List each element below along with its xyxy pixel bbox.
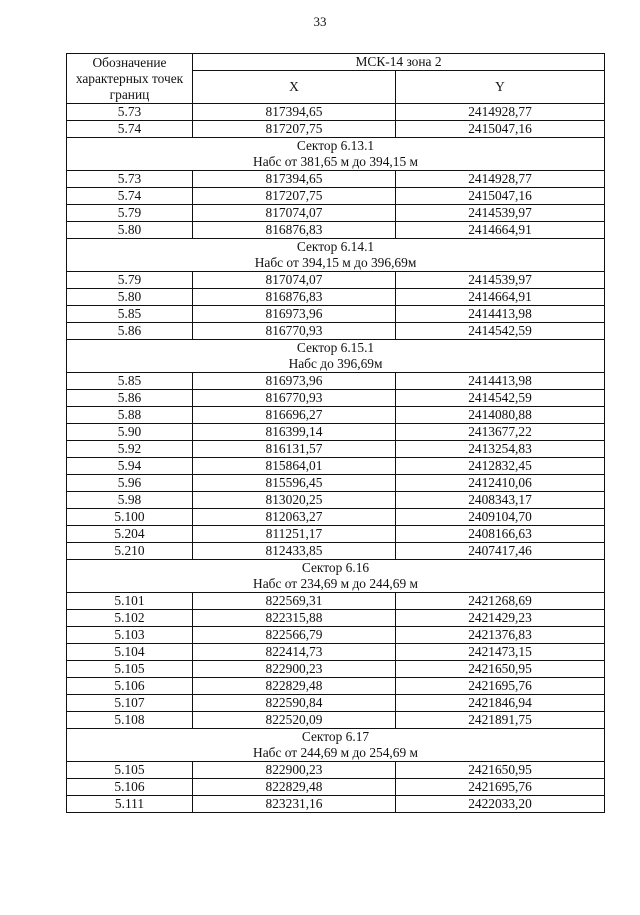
table-row (67, 306, 605, 323)
sector-heading-row (67, 239, 605, 272)
table-row (67, 661, 605, 678)
table-row (67, 121, 605, 138)
sector-heading (67, 239, 605, 272)
sector-title: Сектор 6.14.1 (296, 239, 375, 254)
table-row (67, 441, 605, 458)
y-coordinate-cell: 2414542,59 (396, 323, 605, 340)
table-row (67, 509, 605, 526)
table-row (67, 678, 605, 695)
x-coordinate-cell: 822829,48 (193, 779, 396, 796)
table-row (67, 272, 605, 289)
point-code-cell: 5.105 (67, 762, 193, 779)
sector-heading-row (67, 138, 605, 171)
y-coordinate-cell: 2414928,77 (396, 104, 605, 121)
y-coordinate-cell: 2421473,15 (396, 644, 605, 661)
point-code-cell: 5.106 (67, 678, 193, 695)
point-code-cell: 5.90 (67, 424, 193, 441)
table-row (67, 171, 605, 188)
table-row (67, 543, 605, 560)
table-row (67, 373, 605, 390)
point-code-cell: 5.73 (67, 171, 193, 188)
y-coordinate-cell: 2414539,97 (396, 272, 605, 289)
table-row (67, 188, 605, 205)
y-coordinate-cell: 2415047,16 (396, 188, 605, 205)
x-coordinate-cell: 822900,23 (193, 661, 396, 678)
x-coordinate-cell: 822315,88 (193, 610, 396, 627)
x-coordinate-cell: 822566,79 (193, 627, 396, 644)
sector-height-range: Набс до 396,69м (288, 356, 383, 371)
y-coordinate-cell: 2414413,98 (396, 306, 605, 323)
y-coordinate-cell: 2414664,91 (396, 289, 605, 306)
x-coordinate-cell: 816696,27 (193, 407, 396, 424)
point-code-cell: 5.86 (67, 390, 193, 407)
table-row (67, 475, 605, 492)
sector-heading (67, 729, 605, 762)
point-code-cell: 5.92 (67, 441, 193, 458)
y-coordinate-cell: 2412410,06 (396, 475, 605, 492)
y-coordinate-cell: 2414080,88 (396, 407, 605, 424)
y-coordinate-cell: 2412832,45 (396, 458, 605, 475)
point-code-cell: 5.210 (67, 543, 193, 560)
x-coordinate-cell: 817394,65 (193, 104, 396, 121)
point-code-cell: 5.74 (67, 188, 193, 205)
y-coordinate-cell: 2421695,76 (396, 779, 605, 796)
y-coordinate-cell: 2421650,95 (396, 762, 605, 779)
table-row (67, 610, 605, 627)
table-row (67, 323, 605, 340)
x-coordinate-cell: 816973,96 (193, 373, 396, 390)
x-coordinate-cell: 816876,83 (193, 222, 396, 239)
x-coordinate-cell: 816876,83 (193, 289, 396, 306)
sector-heading (67, 340, 605, 373)
y-coordinate-cell: 2421695,76 (396, 678, 605, 695)
x-coordinate-cell: 816770,93 (193, 390, 396, 407)
table-row (67, 762, 605, 779)
table-row (67, 390, 605, 407)
point-code-header (67, 54, 193, 104)
point-code-cell: 5.96 (67, 475, 193, 492)
point-code-cell: 5.86 (67, 323, 193, 340)
x-coordinate-cell: 816770,93 (193, 323, 396, 340)
table-row (67, 222, 605, 239)
y-coordinate-cell: 2413254,83 (396, 441, 605, 458)
point-code-cell: 5.108 (67, 712, 193, 729)
table-row (67, 712, 605, 729)
x-coordinate-cell: 815864,01 (193, 458, 396, 475)
point-code-cell: 5.101 (67, 593, 193, 610)
table-row (67, 407, 605, 424)
point-code-cell: 5.85 (67, 306, 193, 323)
table-row (67, 492, 605, 509)
x-coordinate-cell: 816973,96 (193, 306, 396, 323)
sector-heading (67, 138, 605, 171)
table-header-row (67, 54, 605, 71)
x-coordinate-cell: 817074,07 (193, 205, 396, 222)
table-row (67, 104, 605, 121)
x-coordinate-cell: 822520,09 (193, 712, 396, 729)
sector-heading-row (67, 729, 605, 762)
sector-height-range: Набс от 381,65 м до 394,15 м (253, 154, 418, 169)
y-coordinate-cell: 2408166,63 (396, 526, 605, 543)
sector-title: Сектор 6.15.1 (296, 340, 375, 355)
point-code-cell: 5.80 (67, 222, 193, 239)
y-coordinate-cell: 2413677,22 (396, 424, 605, 441)
point-code-cell: 5.80 (67, 289, 193, 306)
y-coordinate-cell: 2421846,94 (396, 695, 605, 712)
x-coordinate-cell: 812433,85 (193, 543, 396, 560)
point-code-cell: 5.107 (67, 695, 193, 712)
y-coordinate-cell: 2414664,91 (396, 222, 605, 239)
y-coordinate-cell: 2407417,46 (396, 543, 605, 560)
y-coordinate-cell: 2414413,98 (396, 373, 605, 390)
table-row (67, 627, 605, 644)
point-code-cell: 5.100 (67, 509, 193, 526)
x-coordinate-cell: 822829,48 (193, 678, 396, 695)
sector-title: Сектор 6.13.1 (296, 138, 375, 153)
y-coordinate-cell: 2414542,59 (396, 390, 605, 407)
point-code-cell: 5.79 (67, 205, 193, 222)
point-code-cell: 5.105 (67, 661, 193, 678)
y-coordinate-cell: 2421891,75 (396, 712, 605, 729)
x-coordinate-cell: 817394,65 (193, 171, 396, 188)
x-coordinate-cell: 822900,23 (193, 762, 396, 779)
x-coordinate-cell: 811251,17 (193, 526, 396, 543)
x-coordinate-cell: 813020,25 (193, 492, 396, 509)
y-coordinate-cell: 2414539,97 (396, 205, 605, 222)
x-coordinate-cell: 823231,16 (193, 796, 396, 813)
point-code-cell: 5.74 (67, 121, 193, 138)
point-code-cell: 5.98 (67, 492, 193, 509)
point-code-cell: 5.111 (67, 796, 193, 813)
sector-height-range: Набс от 234,69 м до 244,69 м (253, 576, 418, 591)
y-coordinate-cell: 2422033,20 (396, 796, 605, 813)
sector-heading (67, 560, 605, 593)
y-coordinate-cell: 2415047,16 (396, 121, 605, 138)
table-row (67, 424, 605, 441)
point-code-cell: 5.79 (67, 272, 193, 289)
point-code-cell: 5.204 (67, 526, 193, 543)
x-coordinate-cell: 817207,75 (193, 188, 396, 205)
y-coordinate-cell: 2421650,95 (396, 661, 605, 678)
x-coordinate-cell: 812063,27 (193, 509, 396, 526)
x-coordinate-cell: 822590,84 (193, 695, 396, 712)
table-row (67, 796, 605, 813)
point-code-cell: 5.94 (67, 458, 193, 475)
table-row (67, 205, 605, 222)
y-coordinate-cell: 2421268,69 (396, 593, 605, 610)
point-code-cell: 5.102 (67, 610, 193, 627)
point-code-header-line: характерных точек (75, 71, 184, 86)
table-row (67, 289, 605, 306)
point-code-header-line: границ (109, 87, 150, 102)
sector-height-range: Набс от 244,69 м до 254,69 м (253, 745, 418, 760)
point-code-cell: 5.103 (67, 627, 193, 644)
point-code-cell: 5.73 (67, 104, 193, 121)
point-code-header-line: Обозначение (92, 55, 167, 70)
point-code-cell: 5.85 (67, 373, 193, 390)
y-coordinate-cell: 2421429,23 (396, 610, 605, 627)
coordinates-table-body (67, 54, 605, 813)
x-coordinate-cell: 817207,75 (193, 121, 396, 138)
table-row (67, 526, 605, 543)
x-coordinate-cell: 817074,07 (193, 272, 396, 289)
y-coordinate-cell: 2409104,70 (396, 509, 605, 526)
point-code-cell: 5.104 (67, 644, 193, 661)
x-coordinate-cell: 816399,14 (193, 424, 396, 441)
y-column-header: Y (396, 71, 605, 104)
sector-title: Сектор 6.17 (301, 729, 370, 744)
y-coordinate-cell: 2408343,17 (396, 492, 605, 509)
x-coordinate-cell: 816131,57 (193, 441, 396, 458)
page-number: 33 (313, 14, 327, 29)
table-row (67, 779, 605, 796)
table-row (67, 458, 605, 475)
x-coordinate-cell: 822569,31 (193, 593, 396, 610)
x-column-header: X (193, 71, 396, 104)
table-row (67, 593, 605, 610)
point-code-cell: 5.106 (67, 779, 193, 796)
point-code-cell: 5.88 (67, 407, 193, 424)
y-coordinate-cell: 2421376,83 (396, 627, 605, 644)
y-coordinate-cell: 2414928,77 (396, 171, 605, 188)
sector-heading-row (67, 560, 605, 593)
sector-heading-row (67, 340, 605, 373)
coordinates-table (66, 53, 605, 813)
sector-title: Сектор 6.16 (301, 560, 370, 575)
table-row (67, 644, 605, 661)
coordinate-system-header: МСК-14 зона 2 (193, 54, 605, 71)
x-coordinate-cell: 822414,73 (193, 644, 396, 661)
x-coordinate-cell: 815596,45 (193, 475, 396, 492)
table-row (67, 695, 605, 712)
sector-height-range: Набс от 394,15 м до 396,69м (254, 255, 417, 270)
